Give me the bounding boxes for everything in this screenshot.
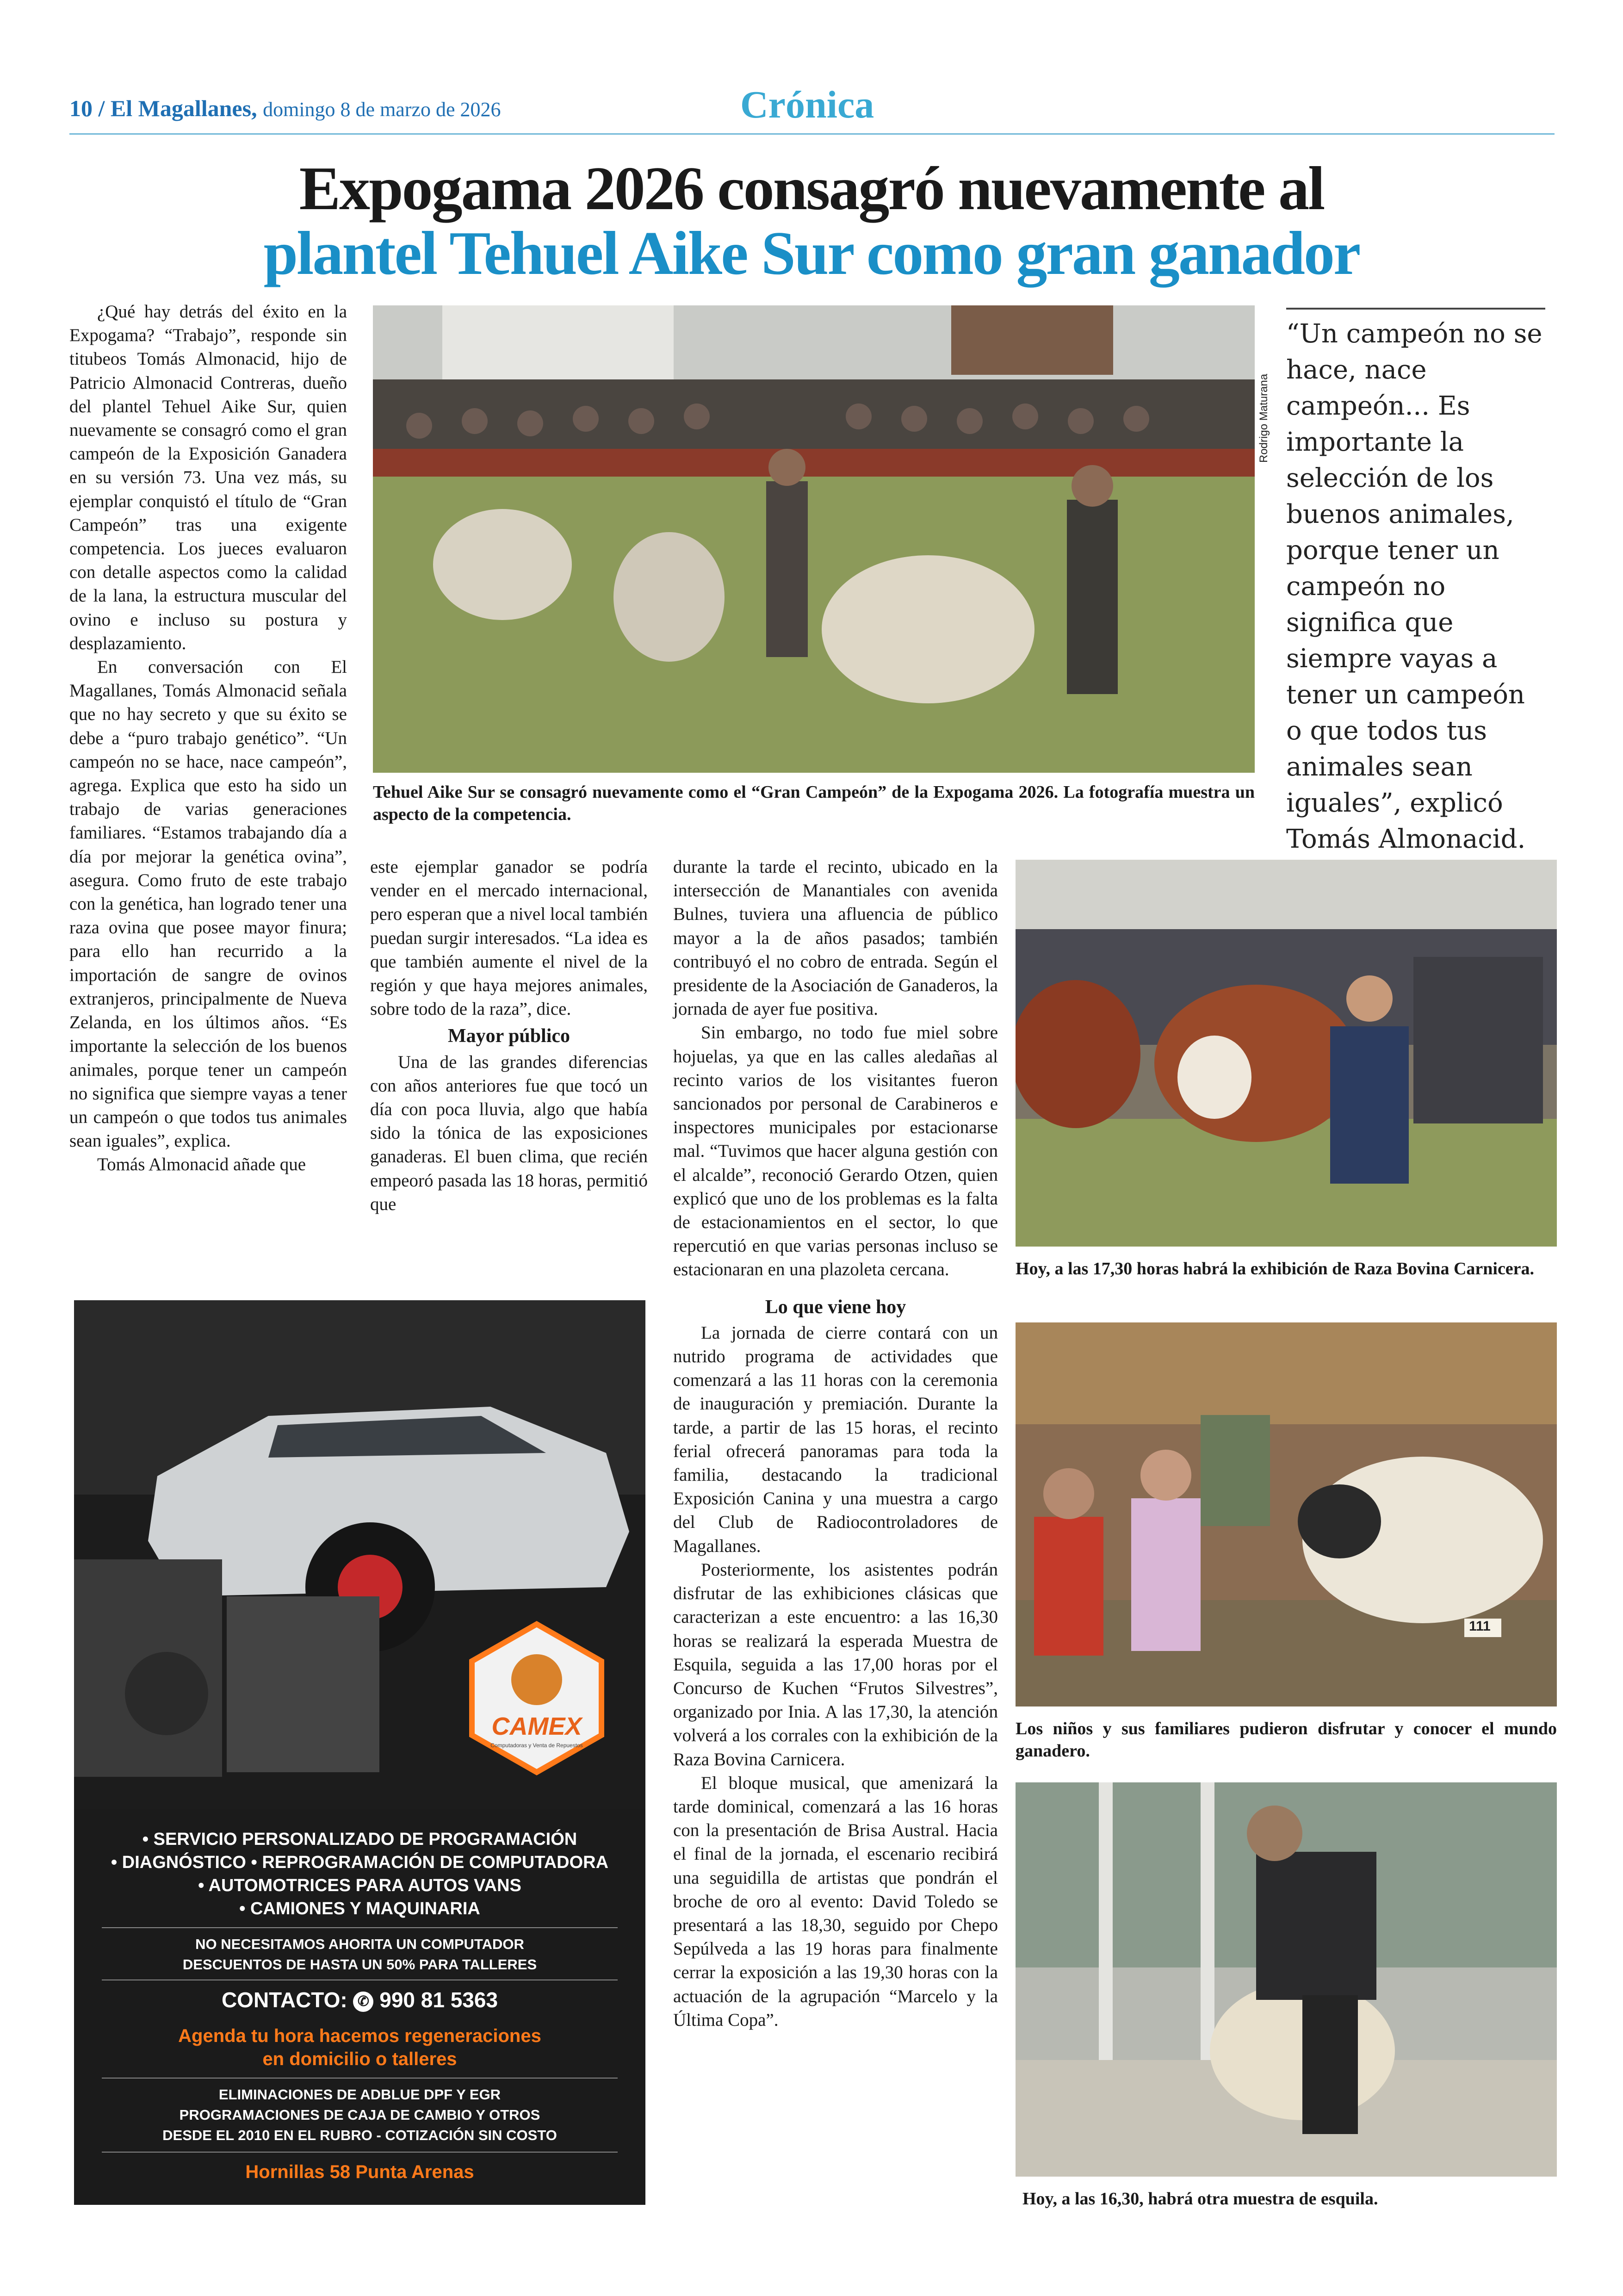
- ad-agenda-line-2: en domicilio o talleres: [262, 2049, 457, 2069]
- ad-divider: [102, 1927, 618, 1928]
- photo-cattle-exhibition: [1016, 860, 1557, 1247]
- newspaper-name: El Magallanes,: [110, 95, 257, 121]
- header-rule: [69, 133, 1555, 135]
- main-photo-sheep-competition: [373, 305, 1255, 773]
- paragraph: La jornada de cierre contará con un nutrido programa de actividades que comenzará a las 11 horas con la ceremonia de inauguración y premiación. Durante la tarde, a partir de las 15 horas, el recinto ferial ofrecerá panoramas para toda la familia, destacando la tradicional Exposición Canina y una muestra a cargo del Club de Radiocontroladores de Magallanes.: [673, 1322, 998, 1556]
- kids-illustration: [1016, 1322, 1557, 1706]
- ad-service-item: • SERVICIO PERSONALIZADO DE PROGRAMACIÓN: [142, 1830, 577, 1849]
- ad-extra-1: ELIMINACIONES DE ADBLUE DPF Y EGR: [218, 2086, 501, 2103]
- paragraph: En conversación con El Magallanes, Tomás Almonacid señala que no hay secreto y que su éxito se debe a “puro trabajo genético”. “Un campeón no se hace, nace campeón”, agrega. Explica que esto ha sido un trabajo de varias generaciones familiares. “Estamos trabajando día a día por mejorar la genética ovina”, asegura. Como fruto de este trabajo con la genética, han logrado tener una raza ovina que posee mayor finura; para ello han recurrido a la importación de sangre de ovinos extranjeros, principalmente de Nueva Zelanda, en los últimos años. “Es importante la selección de los buenos animales, porque tener un campeón no significa que siempre vayas a tener un campeón o que todos tus animales sean iguales”, explica.: [69, 657, 347, 1151]
- photo-sheep-shearing: [1016, 1782, 1557, 2177]
- paragraph: Una de las grandes diferencias con años anteriores fue que tocó un día con poca lluvia, algo que había sido la tónica de las exposiciones ganaderas. El buen clima, que recién empeoró pasada las 18 horas, permitió que: [370, 1052, 648, 1214]
- photo-credit: Rodrigo Maturana: [1258, 373, 1270, 463]
- cattle-illustration: [1016, 860, 1557, 1247]
- page-number: 10: [69, 95, 93, 121]
- tiger-logo: [511, 1654, 562, 1705]
- shearing-illustration: [1016, 1782, 1557, 2177]
- camex-advertisement: [74, 1300, 645, 2205]
- subheading-lo-que-viene-hoy: Lo que viene hoy: [765, 1296, 906, 1318]
- issue-date: domingo 8 de marzo de 2026: [263, 98, 501, 121]
- main-photo-caption: Tehuel Aike Sur se consagró nuevamente como el “Gran Campeón” de la Expogama 2026. La fotografía muestra un aspecto de la competencia.: [373, 782, 1255, 824]
- ad-divider: [102, 2078, 618, 2079]
- whatsapp-icon: ✆: [353, 1992, 373, 2012]
- paragraph: Posteriormente, los asistentes podrán disfrutar de las exhibiciones clásicas que caracterizan a este encuentro: a las 16,30 horas se realizará la esperada Muestra de Esquila, seguida a las 17,00 horas por el Concurso de Kuchen “Frutos Silvestres”, organizado por Inia. A las 17,30, la atención volverá a los corrales con la exhibición de la Raza Bovina Carnicera.: [673, 1559, 998, 1769]
- ad-service-item: • DIAGNÓSTICO • REPROGRAMACIÓN DE COMPUTADORA: [111, 1853, 609, 1872]
- ad-agenda: [74, 2024, 645, 2071]
- ad-brand-tagline: Computadoras y Venta de Repuestos: [490, 1742, 583, 1749]
- headline-line-1: Expogama 2026 consagró nuevamente al: [299, 154, 1324, 223]
- headline-line-2: plantel Tehuel Aike Sur como gran ganador: [263, 219, 1360, 287]
- photo-kids-with-sheep: [1016, 1322, 1557, 1706]
- ad-brand-name: CAMEX: [491, 1713, 582, 1740]
- ad-contact-label: CONTACTO:: [221, 1988, 347, 2012]
- pull-quote: “Un campeón no se hace, nace campeón... Es importante la selección de los buenos animales, porque tener un campeón no significa que siempre vayas a tener un campeón o que todos tus animales sean iguales”, explicó Tomás Almonacid.: [1286, 308, 1545, 868]
- paragraph: ¿Qué hay detrás del éxito en la Expogama? “Trabajo”, responde sin titubeos Tomás Almonacid, hijo de Patricio Almonacid Contreras, dueño del plantel Tehuel Aike Sur, quien nuevamente se consagró como el gran campeón de la Exposición Ganadera en su versión 73. Una vez más, su ejemplar conquistó el título de “Gran Campeón” tras una exigente competencia. Los jueces evaluaron con detalle aspectos como la calidad de la lana, la estructura muscular del ovino e incluso su postura y desplazamiento.: [69, 302, 347, 653]
- shearing-photo-caption: Hoy, a las 16,30, habrá otra muestra de esquila.: [1022, 2189, 1378, 2209]
- ad-agenda-line-1: Agenda tu hora hacemos regeneraciones: [178, 2026, 541, 2046]
- article-column-2: [370, 855, 648, 1216]
- paragraph: este ejemplar ganador se podría vender en el mercado internacional, pero esperan que a nivel local también puedan surgir interesados. “La idea es que también aumente el nivel de la región y que haya mejores animales, sobre todo de la raza”, dice.: [370, 857, 648, 1019]
- ad-address: Hornillas 58 Punta Arenas: [245, 2162, 474, 2182]
- article-column-1: [69, 300, 347, 1177]
- ad-notice-2: DESCUENTOS DE HASTA UN 50% PARA TALLERES: [182, 1956, 537, 1973]
- sheep-show-illustration: [373, 305, 1255, 773]
- kids-photo-caption: Los niños y sus familiares pudieron disfrutar y conocer el mundo ganadero.: [1016, 1719, 1557, 1761]
- paragraph: Sin embargo, no todo fue miel sobre hojuelas, ya que en las calles aledañas al recinto varios de los visitantes fueron sancionados por personal de Carabineros e inspectores municipales por estacionarse mal. “Tuvimos que hacer alguna gestión con el alcalde”, reconoció Gerardo Otzen, quien explicó que uno de los problemas es la falta de estacionamientos en el sector, lo que repercutió en que varias personas incluso se estacionaran en una plazoleta cercana.: [673, 1023, 998, 1280]
- paragraph: Tomás Almonacid añade que: [97, 1154, 306, 1175]
- subheading-mayor-publico: Mayor público: [447, 1025, 570, 1047]
- ad-contact: [74, 1987, 645, 2012]
- ad-extra-3: DESDE EL 2010 EN EL RUBRO - COTIZACIÓN SIN COSTO: [162, 2127, 557, 2143]
- section-title: Crónica: [740, 83, 874, 126]
- sheep-ear-tag: 111: [1469, 1619, 1491, 1634]
- ad-divider: [102, 2152, 618, 2153]
- paragraph: durante la tarde el recinto, ubicado en la intersección de Manantiales con avenida Bulnes, tuviera una afluencia de público mayor a la de años pasados; también contribuyó el no cobro de entrada. Según el presidente de la Asociación de Ganaderos, la jornada de ayer fue positiva.: [673, 857, 998, 1019]
- ad-extra-2: PROGRAMACIONES DE CAJA DE CAMBIO Y OTROS: [179, 2107, 540, 2123]
- ad-phone-number[interactable]: 990 81 5363: [379, 1988, 498, 2012]
- cattle-photo-caption: Hoy, a las 17,30 horas habrá la exhibición de Raza Bovina Carnicera.: [1016, 1259, 1535, 1278]
- ad-service-item: • CAMIONES Y MAQUINARIA: [239, 1899, 480, 1918]
- article-column-3: [673, 855, 998, 2032]
- ad-notice-1: NO NECESITAMOS AHORITA UN COMPUTADOR: [195, 1936, 524, 1952]
- paragraph: El bloque musical, que amenizará la tarde dominical, comenzará a las 16 horas con la presentación de Brisa Austral. Hacia el final de la jornada, el escenario recibirá una seguidilla de artistas que pondrán el broche de oro al evento: David Toledo se presentará a las 18,30, seguido por Chepo Sepúlveda a las 19 horas para finalmente cerrar la exposición a las 19,30 horas con la actuación de la agrupación “Marcelo y la Última Copa”.: [673, 1773, 998, 2030]
- folio-separator: /: [98, 95, 105, 121]
- ad-service-item: • AUTOMOTRICES PARA AUTOS VANS: [198, 1876, 521, 1895]
- page-folio: [69, 95, 501, 122]
- ad-services-list: [74, 1828, 645, 1920]
